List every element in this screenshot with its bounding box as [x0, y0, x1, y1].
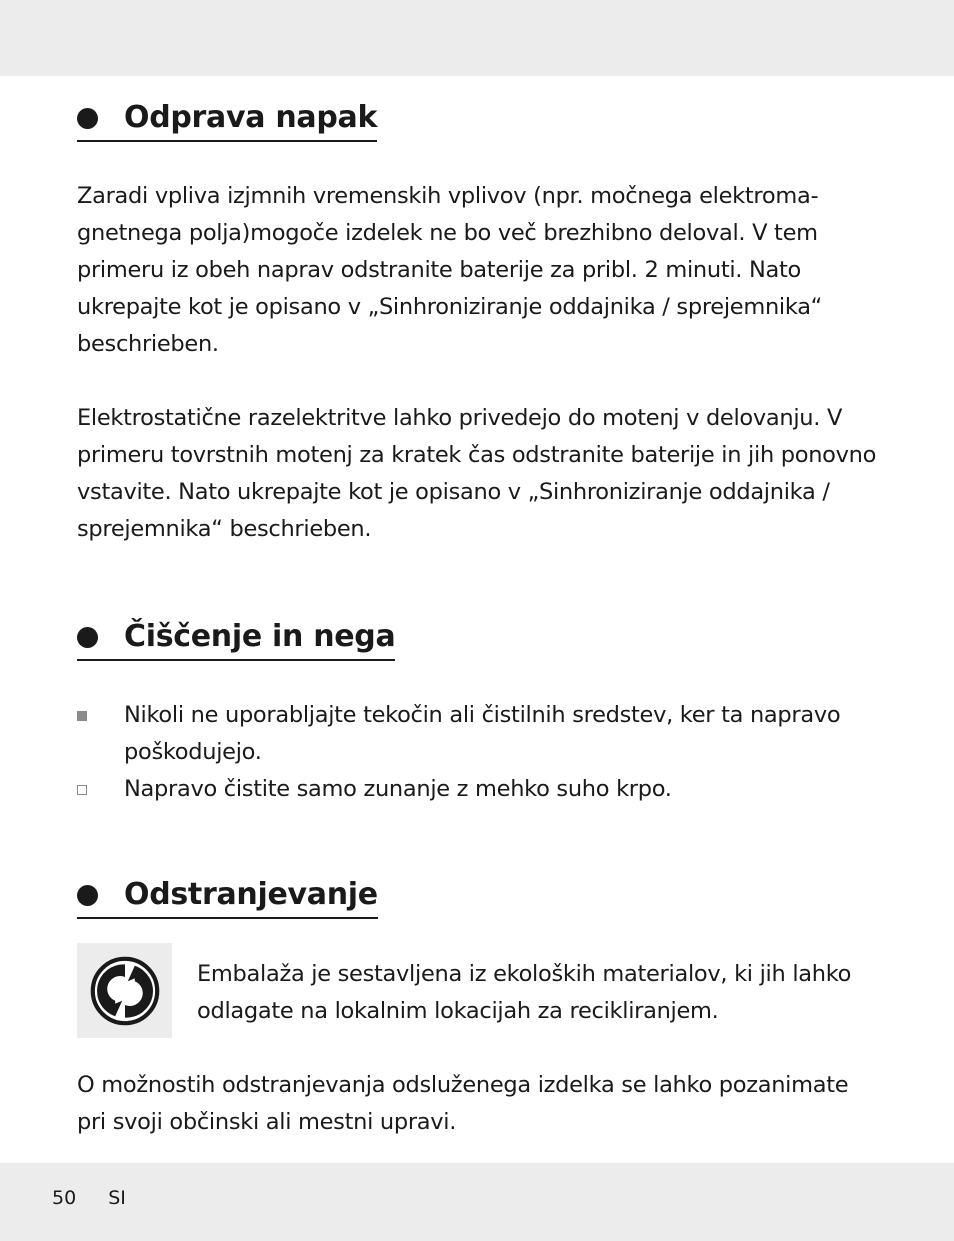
packaging-recycling-text: Embalaža je sestavljena iz ekoloških materialov, ki jih lahko odlagate na lokalnim lokacijah za recikliranjem. [197, 961, 852, 1024]
page-footer [52, 1186, 126, 1210]
heading-bullet-icon [77, 108, 98, 129]
list-item-text: Nikoli ne uporabljajte tekočin ali čistilnih sredstev, ker ta napravo poškodujejo. [124, 702, 841, 765]
disposal-paragraph: O možnostih odstranjevanja odsluženega izdelka se lahko pozanimate pri svoji občinski ali mestni upravi. [77, 1072, 849, 1135]
footer-band [0, 1163, 954, 1241]
language-code: SI [108, 1187, 126, 1209]
list-item-text: Napravo čistite samo zunanje z mehko suho krpo. [124, 776, 672, 802]
empty-square-bullet-icon [77, 785, 87, 795]
heading-disposal [77, 875, 378, 919]
list-item [77, 697, 877, 771]
heading-title: Odprava napak [124, 100, 378, 135]
list-item [77, 771, 877, 808]
troubleshooting-paragraph-2: Elektrostatične razelektritve lahko privedejo do motenj v delovanju. V primeru tovrstnih motenj za kratek čas odstranite baterije in jih ponovno vstavite. Nato ukrepajte kot je opisano v „Sinhroniziranje oddajnika / sprejemnika“ beschrieben. [77, 405, 877, 542]
heading-troubleshooting [77, 98, 377, 142]
filled-square-bullet-icon [77, 711, 87, 721]
heading-bullet-icon [77, 885, 98, 906]
heading-cleaning [77, 617, 395, 661]
heading-bullet-icon [77, 627, 98, 648]
header-band [0, 0, 954, 76]
recycling-green-dot-icon [90, 956, 160, 1026]
heading-title: Čiščenje in nega [124, 619, 396, 654]
page-number: 50 [52, 1187, 77, 1209]
heading-title: Odstranjevanje [124, 877, 378, 912]
recycling-logo-box [77, 943, 172, 1038]
troubleshooting-paragraph-1: Zaradi vpliva izjmnih vremenskih vplivov (npr. močnega elektroma-gnetnega polja)mogoče izdelek ne bo več brezhibno deloval. V tem primeru iz obeh naprav odstranite baterije za pribl. 2 minuti. Nato ukrepajte kot je opisano v „Sinhroniziranje oddajnika / sprejemnika“ beschrieben. [77, 183, 823, 357]
